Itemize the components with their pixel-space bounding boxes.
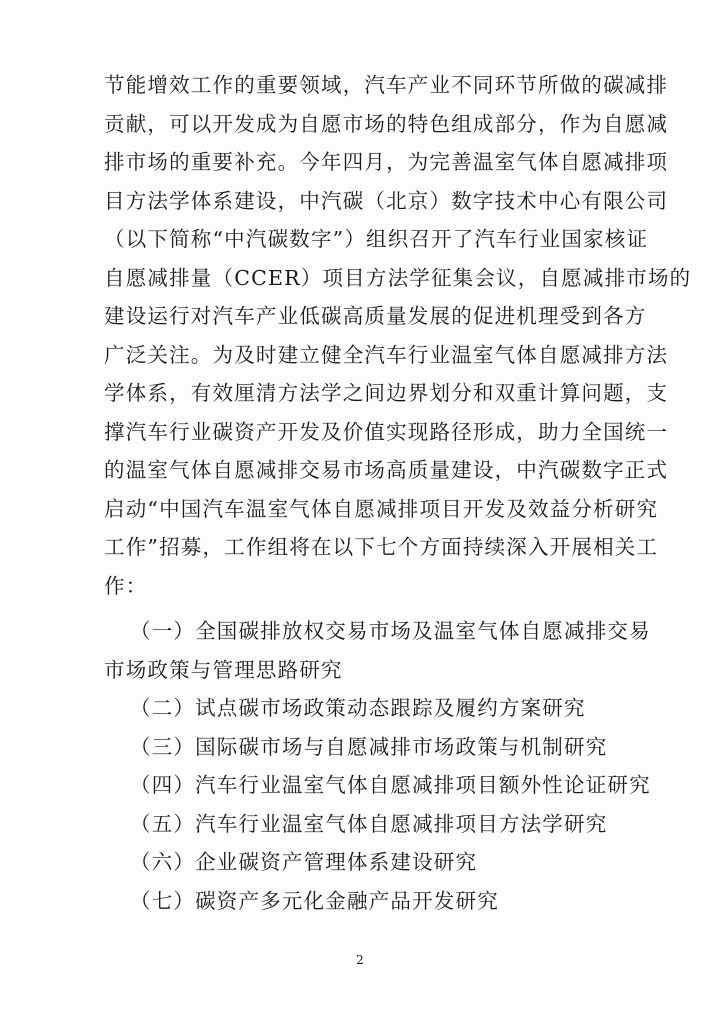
paragraph-line: 节能增效工作的重要领域，汽车产业不同环节所做的碳减排	[104, 73, 669, 97]
paragraph-line: 作：	[104, 573, 148, 598]
paragraph-line: 广泛关注。为及时建立健全汽车行业温室气体自愿减排方法	[104, 342, 669, 367]
list-item: （三）国际碳市场与自愿减排市场政策与机制研究	[130, 734, 608, 759]
paragraph-line: 建设运行对汽车产业低碳高质量发展的促进机理受到各方	[104, 304, 647, 328]
list-item: （四）汽车行业温室气体自愿减排项目额外性论证研究	[130, 773, 651, 797]
paragraph-line: 排市场的重要补充。今年四月，为完善温室气体自愿减排项	[104, 150, 669, 174]
paragraph-line: 工作”招募，工作组将在以下七个方面持续深入开展相关工	[104, 535, 659, 559]
list-item: （一）全国碳排放权交易市场及温室气体自愿减排交易	[130, 619, 651, 643]
paragraph-line: 自愿减排量（CCER）项目方法学征集会议，自愿减排市场的	[104, 265, 692, 290]
list-item-continuation: 市场政策与管理思路研究	[104, 657, 343, 682]
list-item: （二）试点碳市场政策动态跟踪及履约方案研究	[130, 696, 586, 720]
paragraph-line: 贡献，可以开发成为自愿市场的特色组成部分，作为自愿减	[104, 111, 669, 136]
research-topic-list	[104, 612, 651, 920]
paragraph-line: 目方法学体系建设，中汽碳（北京）数字技术中心有限公司	[104, 188, 669, 213]
body-paragraph	[104, 66, 692, 605]
paragraph-line: 撑汽车行业碳资产开发及价值实现路径形成，助力全国统一	[104, 419, 669, 444]
list-item: （五）汽车行业温室气体自愿减排项目方法学研究	[130, 811, 608, 836]
paragraph-line: 启动“中国汽车温室气体自愿减排项目开发及效益分析研究	[104, 496, 659, 521]
paragraph-line: （以下简称“中汽碳数字”）组织召开了汽车行业国家核证	[104, 227, 649, 251]
paragraph-line: 的温室气体自愿减排交易市场高质量建设，中汽碳数字正式	[104, 458, 669, 482]
page-number: 2	[356, 953, 364, 967]
list-item: （六）企业碳资产管理体系建设研究	[130, 850, 478, 874]
list-item: （七）碳资产多元化金融产品开发研究	[130, 888, 499, 913]
paragraph-line: 学体系，有效厘清方法学之间边界划分和双重计算问题，支	[104, 381, 669, 405]
